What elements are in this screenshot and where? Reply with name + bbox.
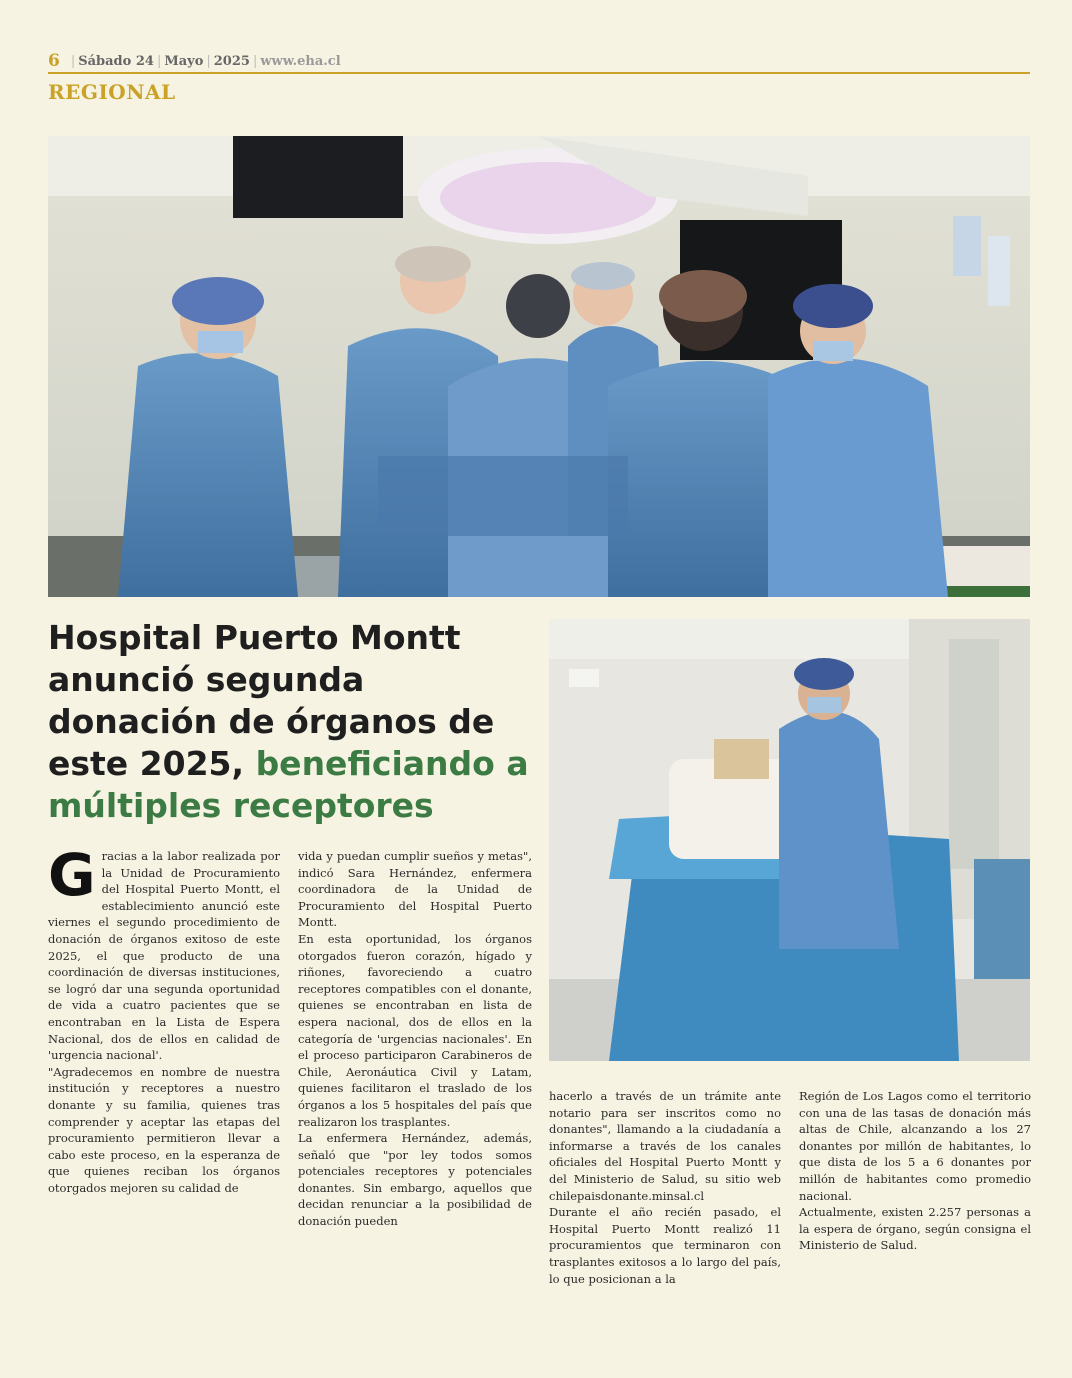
header-rule bbox=[48, 72, 1030, 74]
paragraph: La enfermera Hernández, además, señaló que "por ley todos somos potenciales receptores y potenciales donantes. Sin embargo, aquellos que decidan renunciar a la posibilidad de donación pueden bbox=[298, 1131, 532, 1229]
article-column-4 bbox=[799, 1088, 1031, 1254]
article-column-1 bbox=[48, 841, 280, 1196]
paragraph: "Agradecemos en nombre de nuestra institución y receptores a nuestro donante y su familia, quienes tras comprender y aceptar las etapas del procuramiento permitieron llevar a cabo este proceso, en la esperanza de que quienes reciban los órganos otorgados mejoren su calidad de bbox=[48, 1064, 280, 1195]
article-headline bbox=[48, 617, 538, 827]
drop-cap: G bbox=[48, 841, 96, 909]
paragraph: En esta oportunidad, los órganos otorgados fueron corazón, hígado y riñones, favoreciendo a cuatro receptores compatibles con el donante, quienes se encontraban en lista de espera nacional, dos de ellos en la categoría de 'urgencias nacionales'. En el proceso participaron Carabineros de Chile, Aeronáutica Civil y Latam, quienes facilitaron el traslado de los órganos a los 5 hospitales del país que realizaron los trasplantes. bbox=[298, 931, 532, 1129]
header-url[interactable]: www.eha.cl bbox=[260, 53, 341, 69]
page-header: 6 | Sábado 24 | Mayo | 2025 | www.eha.cl bbox=[48, 51, 341, 71]
page-number: 6 bbox=[48, 51, 60, 71]
nurse-illustration bbox=[549, 619, 1030, 1061]
headline-main: Hospital Puerto Montt anunció segunda donación de órganos de este 2025, bbox=[48, 618, 495, 783]
headline-highlight: beneficiando a múltiples receptores bbox=[48, 744, 529, 825]
paragraph: Región de Los Lagos como el territorio con una de las tasas de donación más altas de Chile, alcanzando a los 27 donantes por millón de habitantes, lo que dista de los 5 a 6 donantes por millón de habitantes como promedio nacional. bbox=[799, 1089, 1031, 1203]
main-photo bbox=[48, 136, 1030, 597]
article-column-3 bbox=[549, 1088, 781, 1287]
paragraph: Durante el año recién pasado, el Hospital Puerto Montt realizó 11 procuramientos que terminaron con trasplantes exitosos a lo largo del país, lo que posicionan a la bbox=[549, 1205, 781, 1286]
header-month: Mayo bbox=[164, 53, 204, 69]
surgery-illustration bbox=[48, 136, 1030, 597]
header-year: 2025 bbox=[213, 53, 250, 69]
article-column-2 bbox=[298, 848, 532, 1230]
side-photo bbox=[549, 619, 1030, 1061]
paragraph: Actualmente, existen 2.257 personas a la espera de órgano, según consigna el Ministerio de Salud. bbox=[799, 1205, 1031, 1253]
header-day: Sábado 24 bbox=[78, 53, 154, 69]
paragraph: racias a la labor realizada por la Unidad de Procuramiento del Hospital Puerto Montt, el establecimiento anunció este viernes el segundo procedimiento de donación de órganos exitoso de este 2025, el que producto de una coordinación de diversas instituciones, se logró dar una segunda oportunidad de vida a cuatro pacientes que se encontraban en la Lista de Espera Nacional, dos de ellos en calidad de 'urgencia nacional'. bbox=[48, 849, 280, 1063]
section-label: REGIONAL bbox=[48, 80, 176, 104]
paragraph: vida y puedan cumplir sueños y metas", indicó Sara Hernández, enfermera coordinadora de la Unidad de Procuramiento del Hospital Puerto Montt. bbox=[298, 849, 532, 930]
paragraph: hacerlo a través de un trámite ante notario para ser inscritos como no donantes", llamando a la ciudadanía a informarse a través de los canales oficiales del Hospital Puerto Montt y del Ministerio de Salud, su sitio web chilepaisdonante.minsal.cl bbox=[549, 1089, 781, 1203]
